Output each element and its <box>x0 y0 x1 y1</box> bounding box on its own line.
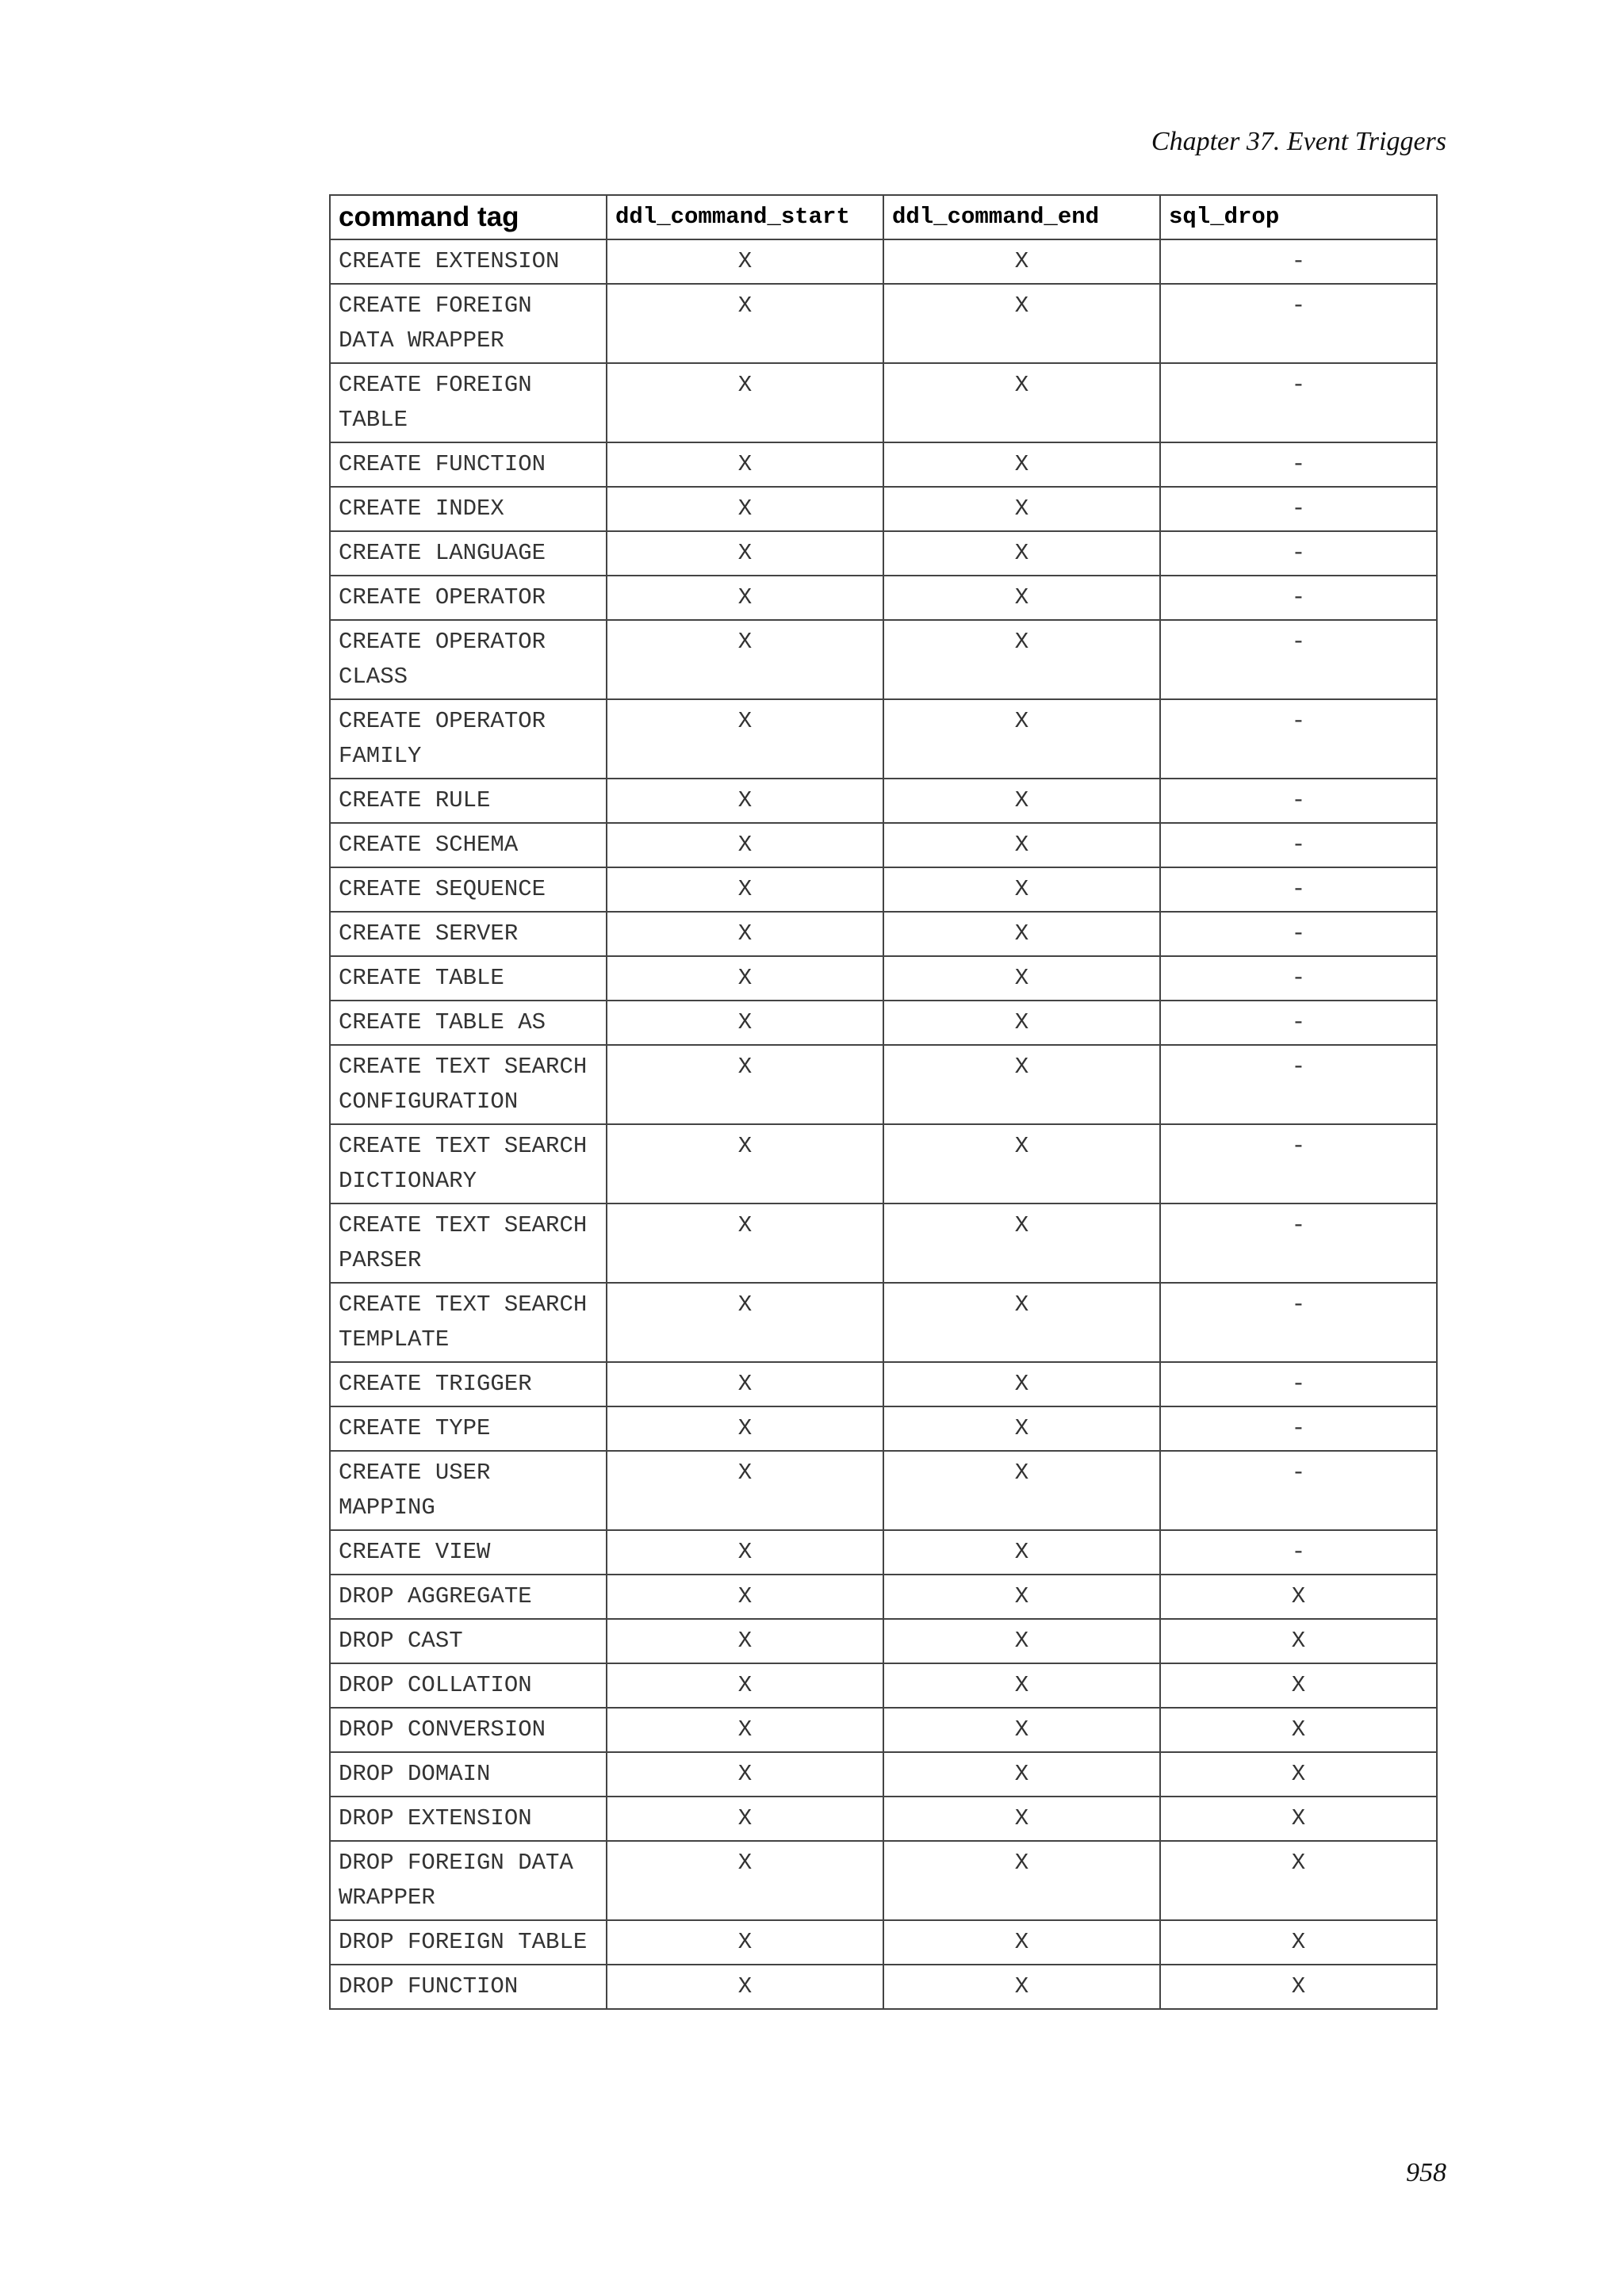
table-row <box>330 1406 1437 1451</box>
command-tag-cell: CREATE OPERATOR FAMILY <box>330 699 607 779</box>
sql-drop-cell: - <box>1160 1124 1437 1203</box>
table-row <box>330 284 1437 363</box>
table-row <box>330 1045 1437 1124</box>
table-row <box>330 442 1437 487</box>
column-header-ddl-command-end: ddl_command_end <box>883 195 1160 239</box>
ddl-command-end-cell: X <box>883 1045 1160 1124</box>
ddl-command-start-cell: X <box>607 1708 883 1752</box>
table-row <box>330 1708 1437 1752</box>
ddl-command-start-cell: X <box>607 1203 883 1283</box>
command-tag-cell: CREATE LANGUAGE <box>330 531 607 576</box>
ddl-command-end-cell: X <box>883 823 1160 867</box>
ddl-command-start-cell: X <box>607 442 883 487</box>
ddl-command-end-cell: X <box>883 1451 1160 1530</box>
sql-drop-cell: - <box>1160 576 1437 620</box>
table-row <box>330 779 1437 823</box>
table-row <box>330 576 1437 620</box>
ddl-command-end-cell: X <box>883 1575 1160 1619</box>
ddl-command-end-cell: X <box>883 1708 1160 1752</box>
ddl-command-start-cell: X <box>607 1001 883 1045</box>
ddl-command-start-cell: X <box>607 912 883 956</box>
sql-drop-cell: X <box>1160 1619 1437 1663</box>
table-row <box>330 699 1437 779</box>
ddl-command-start-cell: X <box>607 1283 883 1362</box>
table-row <box>330 1124 1437 1203</box>
ddl-command-end-cell: X <box>883 620 1160 699</box>
sql-drop-cell: - <box>1160 442 1437 487</box>
sql-drop-cell: - <box>1160 531 1437 576</box>
ddl-command-start-cell: X <box>607 867 883 912</box>
sql-drop-cell: - <box>1160 823 1437 867</box>
ddl-command-start-cell: X <box>607 1045 883 1124</box>
ddl-command-end-cell: X <box>883 1752 1160 1797</box>
sql-drop-cell: - <box>1160 956 1437 1001</box>
sql-drop-cell: X <box>1160 1708 1437 1752</box>
ddl-command-start-cell: X <box>607 1575 883 1619</box>
ddl-command-end-cell: X <box>883 1406 1160 1451</box>
table-row <box>330 487 1437 531</box>
ddl-command-end-cell: X <box>883 239 1160 284</box>
command-tag-cell: CREATE TEXT SEARCH TEMPLATE <box>330 1283 607 1362</box>
table-header-row <box>330 195 1437 239</box>
sql-drop-cell: X <box>1160 1841 1437 1920</box>
command-tag-cell: CREATE SCHEMA <box>330 823 607 867</box>
ddl-command-start-cell: X <box>607 1362 883 1406</box>
command-tag-cell: CREATE TEXT SEARCH DICTIONARY <box>330 1124 607 1203</box>
command-tag-cell: DROP CAST <box>330 1619 607 1663</box>
sql-drop-cell: X <box>1160 1663 1437 1708</box>
command-tag-cell: DROP FUNCTION <box>330 1965 607 2009</box>
sql-drop-cell: - <box>1160 1362 1437 1406</box>
command-tag-cell: CREATE FOREIGN TABLE <box>330 363 607 442</box>
column-header-command-tag: command tag <box>330 195 607 239</box>
table-row <box>330 912 1437 956</box>
table-row <box>330 1920 1437 1965</box>
ddl-command-start-cell: X <box>607 1530 883 1575</box>
sql-drop-cell: - <box>1160 239 1437 284</box>
ddl-command-start-cell: X <box>607 1797 883 1841</box>
page-number: 958 <box>1406 2158 1446 2187</box>
ddl-command-start-cell: X <box>607 823 883 867</box>
table-row <box>330 1619 1437 1663</box>
running-header: Chapter 37. Event Triggers <box>1151 127 1446 156</box>
ddl-command-start-cell: X <box>607 1965 883 2009</box>
ddl-command-end-cell: X <box>883 1920 1160 1965</box>
command-tag-cell: CREATE VIEW <box>330 1530 607 1575</box>
ddl-command-end-cell: X <box>883 442 1160 487</box>
sql-drop-cell: - <box>1160 284 1437 363</box>
table-row <box>330 1663 1437 1708</box>
ddl-command-end-cell: X <box>883 1124 1160 1203</box>
table-row <box>330 823 1437 867</box>
sql-drop-cell: - <box>1160 1045 1437 1124</box>
command-tag-cell: CREATE SEQUENCE <box>330 867 607 912</box>
command-tag-cell: DROP DOMAIN <box>330 1752 607 1797</box>
command-tag-cell: CREATE TABLE AS <box>330 1001 607 1045</box>
ddl-command-start-cell: X <box>607 1619 883 1663</box>
ddl-command-end-cell: X <box>883 1283 1160 1362</box>
table-row <box>330 363 1437 442</box>
command-tag-cell: CREATE TRIGGER <box>330 1362 607 1406</box>
table-row <box>330 620 1437 699</box>
ddl-command-end-cell: X <box>883 1965 1160 2009</box>
ddl-command-end-cell: X <box>883 1797 1160 1841</box>
command-tag-cell: CREATE OPERATOR CLASS <box>330 620 607 699</box>
table-row <box>330 867 1437 912</box>
command-tag-cell: CREATE OPERATOR <box>330 576 607 620</box>
sql-drop-cell: X <box>1160 1920 1437 1965</box>
sql-drop-cell: - <box>1160 487 1437 531</box>
ddl-command-end-cell: X <box>883 956 1160 1001</box>
sql-drop-cell: X <box>1160 1752 1437 1797</box>
ddl-command-start-cell: X <box>607 699 883 779</box>
sql-drop-cell: - <box>1160 1283 1437 1362</box>
table-row <box>330 1451 1437 1530</box>
table-row <box>330 1797 1437 1841</box>
command-tag-cell: CREATE TEXT SEARCH CONFIGURATION <box>330 1045 607 1124</box>
command-tag-cell: CREATE SERVER <box>330 912 607 956</box>
table-row <box>330 956 1437 1001</box>
column-header-ddl-command-start: ddl_command_start <box>607 195 883 239</box>
command-tag-cell: CREATE FOREIGN DATA WRAPPER <box>330 284 607 363</box>
ddl-command-start-cell: X <box>607 620 883 699</box>
ddl-command-start-cell: X <box>607 1841 883 1920</box>
command-tag-cell: CREATE TYPE <box>330 1406 607 1451</box>
sql-drop-cell: X <box>1160 1797 1437 1841</box>
column-header-sql-drop: sql_drop <box>1160 195 1437 239</box>
ddl-command-start-cell: X <box>607 956 883 1001</box>
sql-drop-cell: - <box>1160 363 1437 442</box>
sql-drop-cell: - <box>1160 1451 1437 1530</box>
sql-drop-cell: - <box>1160 620 1437 699</box>
ddl-command-end-cell: X <box>883 699 1160 779</box>
sql-drop-cell: X <box>1160 1575 1437 1619</box>
ddl-command-start-cell: X <box>607 487 883 531</box>
ddl-command-start-cell: X <box>607 1752 883 1797</box>
command-tag-cell: CREATE TEXT SEARCH PARSER <box>330 1203 607 1283</box>
ddl-command-start-cell: X <box>607 1663 883 1708</box>
table-row <box>330 1203 1437 1283</box>
ddl-command-start-cell: X <box>607 1920 883 1965</box>
ddl-command-end-cell: X <box>883 1203 1160 1283</box>
ddl-command-end-cell: X <box>883 912 1160 956</box>
event-trigger-matrix-table <box>329 194 1438 2010</box>
ddl-command-end-cell: X <box>883 1619 1160 1663</box>
ddl-command-start-cell: X <box>607 1406 883 1451</box>
table-row <box>330 1530 1437 1575</box>
ddl-command-end-cell: X <box>883 576 1160 620</box>
ddl-command-start-cell: X <box>607 1124 883 1203</box>
ddl-command-end-cell: X <box>883 1362 1160 1406</box>
sql-drop-cell: - <box>1160 1203 1437 1283</box>
ddl-command-end-cell: X <box>883 284 1160 363</box>
table-row <box>330 1001 1437 1045</box>
ddl-command-end-cell: X <box>883 1841 1160 1920</box>
sql-drop-cell: - <box>1160 867 1437 912</box>
ddl-command-start-cell: X <box>607 363 883 442</box>
sql-drop-cell: - <box>1160 1530 1437 1575</box>
command-tag-cell: CREATE EXTENSION <box>330 239 607 284</box>
ddl-command-end-cell: X <box>883 1530 1160 1575</box>
ddl-command-start-cell: X <box>607 779 883 823</box>
ddl-command-start-cell: X <box>607 239 883 284</box>
command-tag-cell: CREATE RULE <box>330 779 607 823</box>
ddl-command-start-cell: X <box>607 284 883 363</box>
ddl-command-end-cell: X <box>883 531 1160 576</box>
command-tag-cell: CREATE USER MAPPING <box>330 1451 607 1530</box>
table-row <box>330 1283 1437 1362</box>
command-tag-cell: DROP AGGREGATE <box>330 1575 607 1619</box>
ddl-command-start-cell: X <box>607 531 883 576</box>
ddl-command-start-cell: X <box>607 1451 883 1530</box>
table-row <box>330 1965 1437 2009</box>
sql-drop-cell: - <box>1160 1406 1437 1451</box>
command-tag-cell: CREATE INDEX <box>330 487 607 531</box>
table-row <box>330 531 1437 576</box>
ddl-command-end-cell: X <box>883 363 1160 442</box>
ddl-command-start-cell: X <box>607 576 883 620</box>
table-row <box>330 1362 1437 1406</box>
ddl-command-end-cell: X <box>883 779 1160 823</box>
ddl-command-end-cell: X <box>883 867 1160 912</box>
command-tag-cell: CREATE TABLE <box>330 956 607 1001</box>
command-tag-cell: DROP FOREIGN TABLE <box>330 1920 607 1965</box>
command-tag-cell: DROP COLLATION <box>330 1663 607 1708</box>
sql-drop-cell: - <box>1160 912 1437 956</box>
sql-drop-cell: X <box>1160 1965 1437 2009</box>
table-body <box>330 239 1437 2009</box>
ddl-command-end-cell: X <box>883 1663 1160 1708</box>
sql-drop-cell: - <box>1160 699 1437 779</box>
ddl-command-end-cell: X <box>883 1001 1160 1045</box>
table-row <box>330 1841 1437 1920</box>
command-tag-cell: DROP EXTENSION <box>330 1797 607 1841</box>
table-row <box>330 1752 1437 1797</box>
table-row <box>330 1575 1437 1619</box>
command-tag-cell: DROP CONVERSION <box>330 1708 607 1752</box>
table-row <box>330 239 1437 284</box>
command-tag-cell: CREATE FUNCTION <box>330 442 607 487</box>
ddl-command-end-cell: X <box>883 487 1160 531</box>
sql-drop-cell: - <box>1160 779 1437 823</box>
command-tag-cell: DROP FOREIGN DATA WRAPPER <box>330 1841 607 1920</box>
sql-drop-cell: - <box>1160 1001 1437 1045</box>
